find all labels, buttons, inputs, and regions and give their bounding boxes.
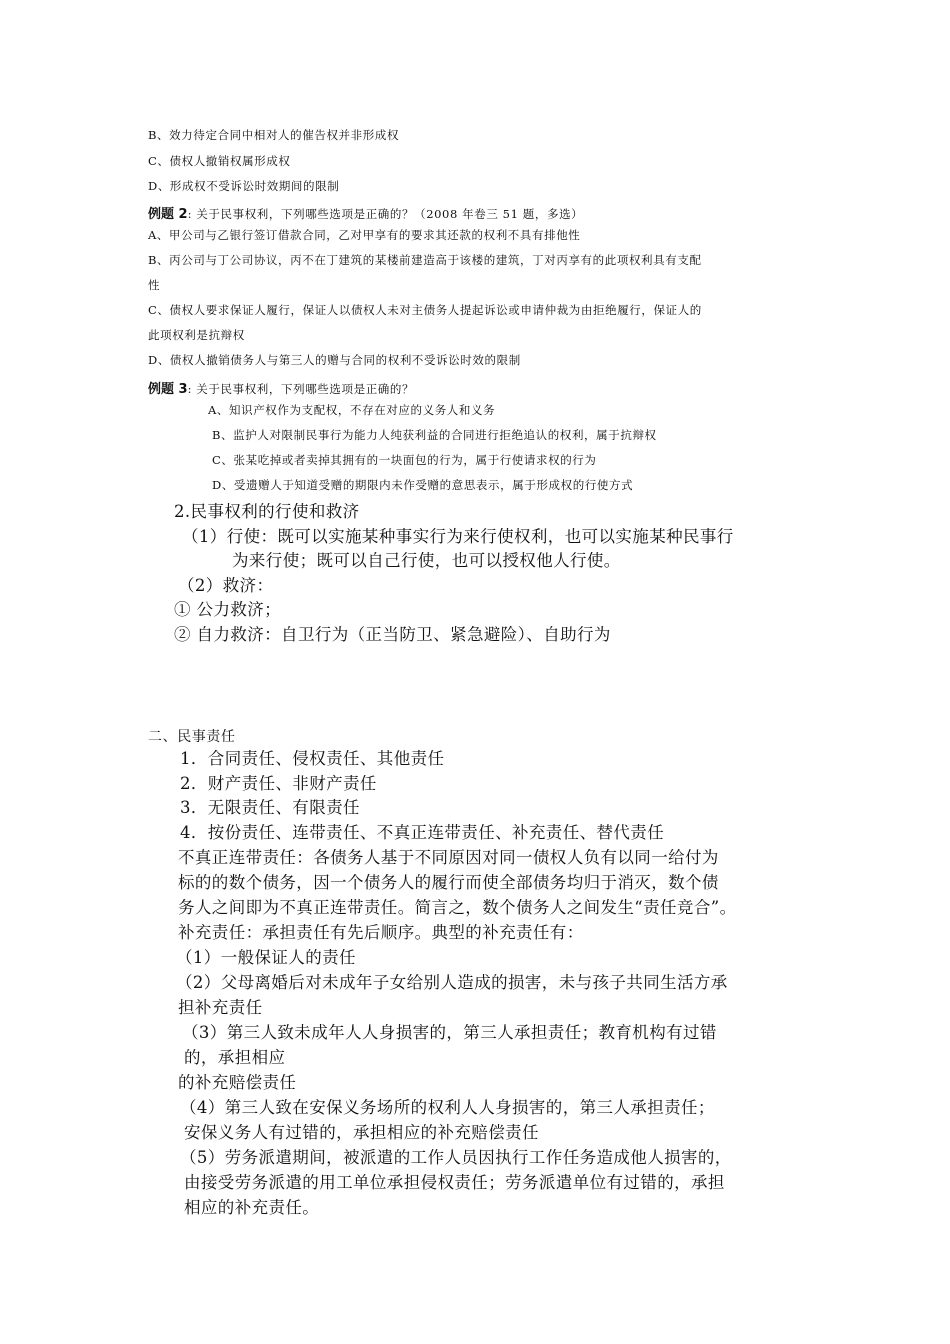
case-5-cont-2: 相应的补充责任。: [184, 1198, 320, 1217]
option-d: D、形成权不受诉讼时效期间的限制: [148, 179, 340, 193]
example-2-option-d: D、债权人撤销债务人与第三人的赠与合同的权利不受诉讼时效的限制: [148, 353, 521, 367]
example-3-label: 例题 3: [148, 382, 188, 397]
example-3-option-d: D、受遗赠人于知道受赠的期限内未作受赠的意思表示，属于形成权的行使方式: [212, 478, 634, 492]
supplementary-definition: 补充责任：承担责任有先后顺序。典型的补充责任有：: [178, 923, 584, 942]
example-2-option-b: B、丙公司与丁公司协议，丙不在丁建筑的某楼前建造高于该楼的建筑，丁对丙享有的此项权利具有支配: [148, 253, 702, 267]
example-2-option-c: C、债权人要求保证人履行，保证人以债权人未对主债务人提起诉讼或申请仲裁为由拒绝履行，保证人的: [148, 303, 702, 317]
example-2-label: 例题 2: [148, 207, 188, 222]
section-heading: 2.民事权利的行使和救济: [174, 502, 360, 521]
case-4-cont: 安保义务人有过错的，承担相应的补充赔偿责任: [184, 1123, 539, 1142]
case-5: （5）劳务派遣期间，被派遣的工作人员因执行工作任务造成他人损害的，: [180, 1148, 732, 1167]
option-c: C、债权人撤销权属形成权: [148, 154, 291, 168]
definition-line-2: 标的的数个债务，因一个债务人的履行而使全部债务均归于消灭，数个债: [178, 873, 719, 892]
example-3-option-a: A、知识产权作为支配权，不存在对应的义务人和义务: [208, 403, 496, 417]
case-2: （2）父母离婚后对未成年子女给别人造成的损害，未与孩子共同生活方承: [176, 973, 728, 992]
part-heading: 二、民事责任: [148, 729, 236, 745]
example-2-text: : 关于民事权利，下列哪些选项是正确的？（2008 年卷三 51 题，多选）: [187, 207, 584, 221]
liability-item-2: 2．财产责任、非财产责任: [180, 774, 377, 793]
case-1: （1）一般保证人的责任: [176, 948, 356, 967]
example-3-text: : 关于民事权利，下列哪些选项是正确的？: [187, 382, 415, 396]
example-3-option-b: B、监护人对限制民事行为能力人纯获利益的合同进行拒绝追认的权利，属于抗辩权: [212, 428, 657, 442]
example-2-option-b-cont: 性: [148, 278, 161, 292]
case-4: （4）第三人致在安保义务场所的权利人人身损害的，第三人承担责任；: [180, 1098, 715, 1117]
case-3-cont: 的，承担相应: [184, 1048, 286, 1067]
example-2-option-a: A、甲公司与乙银行签订借款合同，乙对甲享有的要求其还款的权利不具有排他性: [148, 228, 581, 242]
section-para-4: ② 自力救济：自卫行为（正当防卫、紧急避险）、自助行为: [174, 625, 611, 644]
case-5-cont: 由接受劳务派遣的用工单位承担侵权责任；劳务派遣单位有过错的，承担: [184, 1173, 725, 1192]
example-3-question: [148, 378, 414, 398]
example-2-question: [148, 203, 583, 223]
case-3-cont-2: 的补充赔偿责任: [178, 1073, 297, 1092]
section-para-2: （2）救济：: [178, 576, 274, 595]
case-3: （3）第三人致未成年人人身损害的，第三人承担责任；教育机构有过错: [182, 1023, 717, 1042]
section-para-1: （1）行使：既可以实施某种事实行为来行使权利，也可以实施某种民事行: [182, 527, 734, 546]
definition-line-1: 不真正连带责任：各债务人基于不同原因对同一债权人负有以同一给付为: [178, 848, 719, 867]
case-2-cont: 担补充责任: [178, 998, 263, 1017]
liability-item-3: 3．无限责任、有限责任: [180, 798, 360, 817]
section-para-3: ① 公力救济；: [174, 600, 282, 619]
liability-item-4: 4．按份责任、连带责任、不真正连带责任、补充责任、替代责任: [180, 823, 665, 842]
example-2-option-c-cont: 此项权利是抗辩权: [148, 328, 245, 342]
option-b: B、效力待定合同中相对人的催告权并非形成权: [148, 128, 400, 142]
section-para-1-cont: 为来行使；既可以自己行使，也可以授权他人行使。: [232, 551, 621, 570]
liability-item-1: 1．合同责任、侵权责任、其他责任: [180, 749, 445, 768]
example-3-option-c: C、张某吃掉或者卖掉其拥有的一块面包的行为，属于行使请求权的行为: [212, 453, 597, 467]
definition-line-3: 务人之间即为不真正连带责任。简言之，数个债务人之间发生“责任竞合”。: [178, 898, 737, 917]
